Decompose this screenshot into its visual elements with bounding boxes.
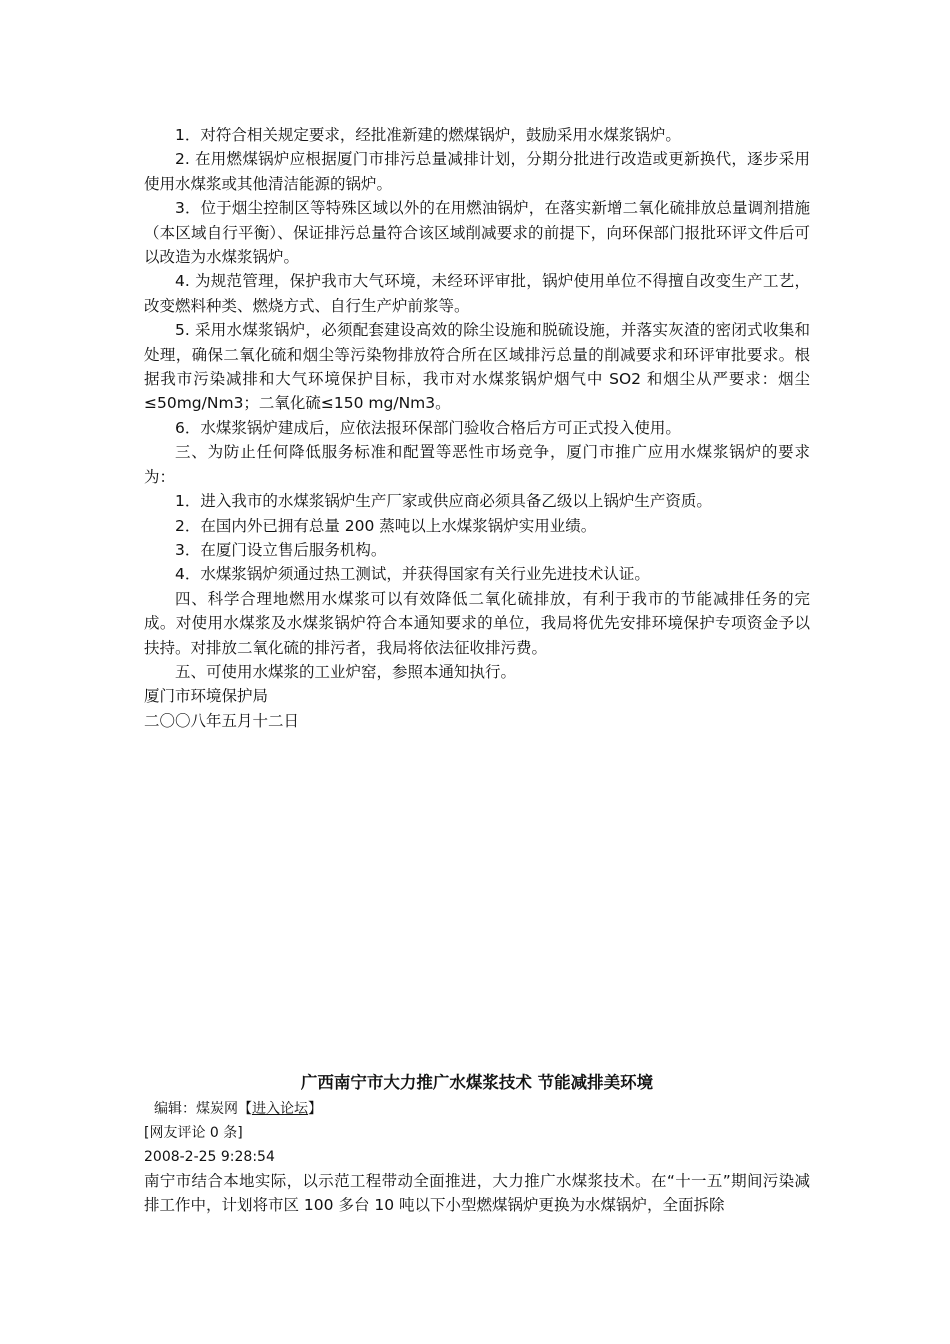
issue-date: 二〇〇八年五月十二日 <box>144 711 300 730</box>
enter-forum-link[interactable]: 进入论坛 <box>252 1101 308 1117</box>
notice-paragraph-5: 5. 采用水煤浆锅炉，必须配套建设高效的除尘设施和脱硫设施，并落实灰渣的密闭式收集和处理，确保二氧化硫和烟尘等污染物排放符合所在区域排污总量的削减要求和环评审批要求。根据我市污染减排和大气环境保护目标，我市对水煤浆锅炉烟气中 SO2 和烟尘从严要求：烟尘≤50mg/Nm3；二氧化硫≤150 mg/Nm3。 <box>144 321 810 413</box>
requirement-item-3: 3．在厦门设立售后服务机构。 <box>175 540 387 559</box>
issuer-name: 厦门市环境保护局 <box>144 687 269 706</box>
notice-section <box>144 123 810 733</box>
requirement-item-2: 2．在国内外已拥有总量 200 蒸吨以上水煤浆锅炉实用业绩。 <box>175 516 597 535</box>
article-section <box>144 1069 810 1218</box>
article-body: 南宁市结合本地实际，以示范工程带动全面推进，大力推广水煤浆技术。在“十一五”期间污染减排工作中，计划将市区 100 多台 10 吨以下小型燃煤锅炉更换为水煤锅炉，全面拆除 <box>144 1172 810 1215</box>
editor-label: 编辑：煤炭网【 <box>154 1101 252 1117</box>
article-title: 广西南宁市大力推广水煤浆技术 节能减排美环境 <box>300 1073 654 1092</box>
notice-section-five: 五、可使用水煤浆的工业炉窑，参照本通知执行。 <box>175 662 517 681</box>
notice-paragraph-1: 1．对符合相关规定要求，经批准新建的燃煤锅炉，鼓励采用水煤浆锅炉。 <box>175 126 681 144</box>
notice-section-four: 四、科学合理地燃用水煤浆可以有效降低二氧化硫排放，有利于我市的节能减排任务的完成。对使用水煤浆及水煤浆锅炉符合本通知要求的单位，我局将优先安排环境保护专项资金予以扶持。对排放二氧化硫的排污者，我局将依法征收排污费。 <box>144 589 810 657</box>
article-editor-line <box>144 1097 810 1121</box>
notice-paragraph-6: 6．水煤浆锅炉建成后，应依法报环保部门验收合格后方可正式投入使用。 <box>175 418 681 437</box>
editor-bracket-close: 】 <box>308 1101 322 1117</box>
requirement-item-1: 1．进入我市的水煤浆锅炉生产厂家或供应商必须具备乙级以上锅炉生产资质。 <box>175 492 712 511</box>
notice-section-three-heading: 三、为防止任何降低服务标准和配置等恶性市场竞争，厦门市推广应用水煤浆锅炉的要求为： <box>144 443 810 486</box>
notice-paragraph-4: 4. 为规范管理，保护我市大气环境，未经环评审批，锅炉使用单位不得擅自改变生产工艺，改变燃料种类、燃烧方式、自行生产炉前浆等。 <box>144 272 810 315</box>
notice-paragraph-3: 3．位于烟尘控制区等特殊区域以外的在用燃油锅炉，在落实新增二氧化硫排放总量调剂措施（本区域自行平衡）、保证排污总量符合该区域削减要求的前提下，向环保部门报批环评文件后可以改造为水煤浆锅炉。 <box>144 199 810 267</box>
notice-paragraph-2: 2. 在用燃煤锅炉应根据厦门市排污总量减排计划，分期分批进行改造或更新换代，逐步采用使用水煤浆或其他清洁能源的锅炉。 <box>144 150 810 193</box>
requirement-item-4: 4．水煤浆锅炉须通过热工测试，并获得国家有关行业先进技术认证。 <box>175 565 650 584</box>
comment-count: [网友评论 0 条] <box>144 1125 243 1141</box>
article-timestamp: 2008-2-25 9:28:54 <box>144 1149 275 1165</box>
